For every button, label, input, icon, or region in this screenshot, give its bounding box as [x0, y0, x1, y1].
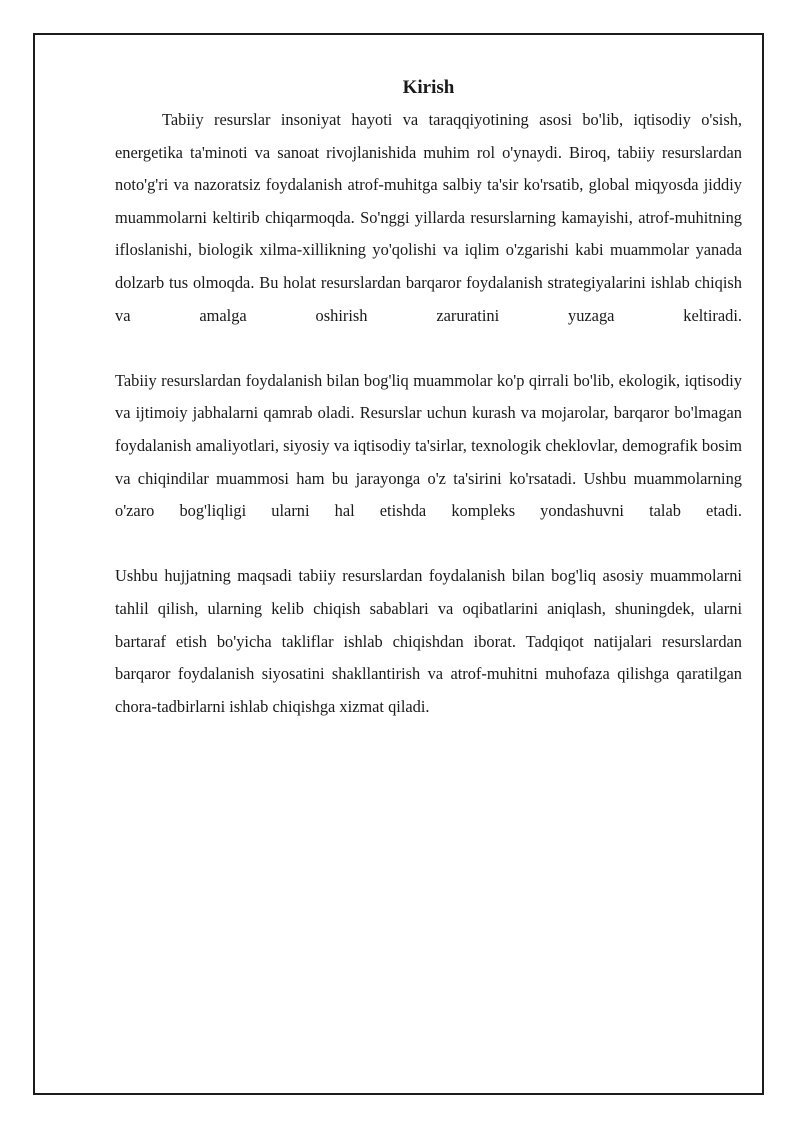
- document-body: [115, 72, 742, 723]
- paragraph-gap: [115, 332, 742, 365]
- paragraph-1: Tabiiy resurslar insoniyat hayoti va taraqqiyotining asosi bo'lib, iqtisodiy o'sish, energetika ta'minoti va sanoat rivojlanishida muhim rol o'ynaydi. Biroq, tabiiy resurslardan noto'g'ri va nazoratsiz foydalanish atrof-muhitga salbiy ta'sir ko'rsatib, global miqyosda jiddiy muammolarni keltirib chiqarmoqda. So'nggi yillarda resurslarning kamayishi, atrof-muhitning ifloslanishi, biologik xilma-xillikning yo'qolishi va iqlim o'zgarishi kabi muammolar yanada dolzarb tus olmoqda. Bu holat resurslardan barqaror foydalanish strategiyalarini ishlab chiqish va amalga oshirish zaruratini yuzaga keltiradi.: [115, 110, 742, 325]
- paragraph-gap: [115, 528, 742, 561]
- paragraph-2: Tabiiy resurslardan foydalanish bilan bog'liq muammolar ko'p qirrali bo'lib, ekologik, iqtisodiy va ijtimoiy jabhalarni qamrab oladi. Resurslar uchun kurash va mojarolar, barqaror bo'lmagan foydalanish amaliyotlari, siyosiy va iqtisodiy ta'sirlar, texnologik cheklovlar, demografik bosim va chiqindilar muammosi ham bu jarayonga o'z ta'sirini ko'rsatadi. Ushbu muammolarning o'zaro bog'liqligi ularni hal etishda kompleks yondashuvni talab etadi.: [115, 370, 742, 521]
- document-title: Kirish: [402, 77, 455, 98]
- paragraph-3: Ushbu hujjatning maqsadi tabiiy resurslardan foydalanish bilan bog'liq asosiy muammolarni tahlil qilish, ularning kelib chiqish sabablari va oqibatlarini aniqlash, shuningdek, ularni bartaraf etish bo'yicha takliflar ishlab chiqishdan iborat. Tadqiqot natijalari resurslardan barqaror foydalanish siyosatini shakllantirish va atrof-muhitni muhofaza qilishga qaratilgan chora-tadbirlarni ishlab chiqishga xizmat qiladi.: [115, 566, 742, 716]
